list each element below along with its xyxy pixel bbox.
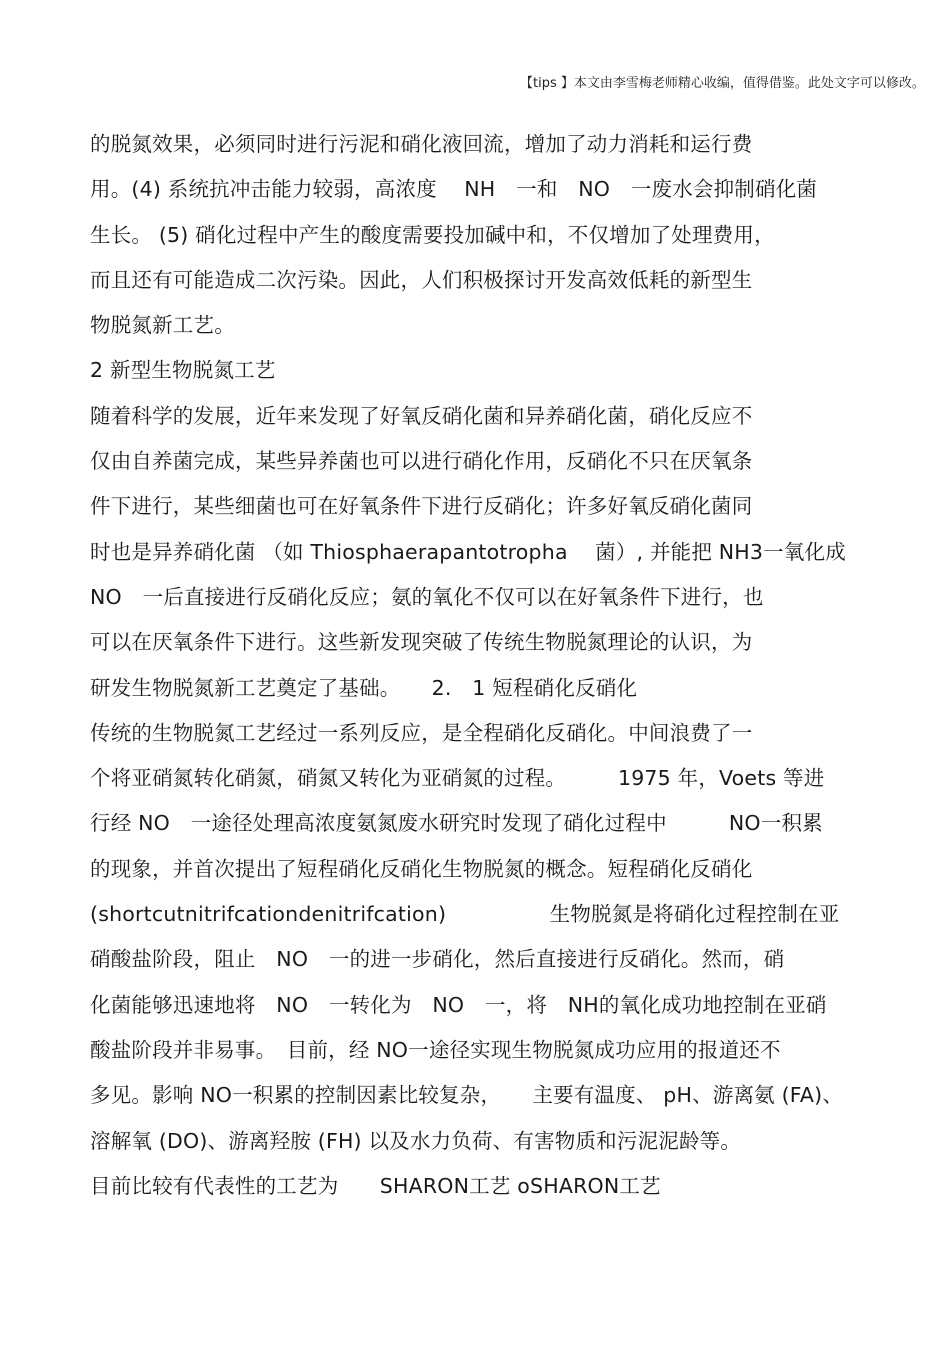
text-line: 仅由自养菌完成，某些异养菌也可以进行硝化作用，反硝化不只在厌氧条	[90, 449, 753, 474]
text-line: 生长。 (5) 硝化过程中产生的酸度需要投加碱中和，不仅增加了处理费用，	[90, 222, 775, 247]
text-line: 而且还有可能造成二次污染。因此，人们积极探讨开发高效低耗的新型生	[90, 267, 753, 292]
text-line: 研发生物脱氮新工艺奠定了基础。 2. 1 短程硝化反硝化	[90, 675, 638, 700]
text-line: 硝酸盐阶段，阻止 NO 一的进一步硝化，然后直接进行反硝化。然而，硝	[90, 947, 785, 972]
section-heading: 2 新型生物脱氮工艺	[90, 358, 276, 383]
text-line: 行经 NO 一途径处理高浓度氨氮废水研究时发现了硝化过程中 NO一积累	[90, 811, 823, 836]
text-line: 物脱氮新工艺。	[90, 313, 235, 338]
text-line: 的现象，并首次提出了短程硝化反硝化生物脱氮的概念。短程硝化反硝化	[90, 856, 753, 881]
text-line: 件下进行，某些细菌也可在好氧条件下进行反硝化；许多好氧反硝化菌同	[90, 494, 753, 519]
document-body	[90, 122, 890, 1209]
text-line: 的脱氮效果，必须同时进行污泥和硝化液回流，增加了动力消耗和运行费	[90, 132, 753, 156]
text-line: 目前比较有代表性的工艺为 SHARON工艺 oSHARON工艺	[90, 1173, 661, 1198]
text-line: 酸盐阶段并非易事。 目前，经 NO一途径实现生物脱氮成功应用的报道还不	[90, 1037, 781, 1062]
text-line: 溶解氧 (DO)、游离羟胺 (FH) 以及水力负荷、有害物质和污泥泥龄等。	[90, 1128, 742, 1153]
text-line: 可以在厌氧条件下进行。这些新发现突破了传统生物脱氮理论的认识，为	[90, 630, 753, 655]
text-line: 随着科学的发展，近年来发现了好氧反硝化菌和异养硝化菌，硝化反应不	[90, 403, 753, 428]
text-line: (shortcutnitrifcationdenitrifcation) 生物脱氮是将硝化过程控制在亚	[90, 902, 840, 927]
text-line: 多见。影响 NO一积累的控制因素比较复杂， 主要有温度、 pH、游离氨 (FA)、	[90, 1083, 844, 1108]
text-line: 化菌能够迅速地将 NO 一转化为 NO 一，将 NH的氧化成功地控制在亚硝	[90, 992, 827, 1017]
header-tips-note: 【tips 】本文由李雪梅老师精心收编，值得借鉴。此处文字可以修改。	[520, 76, 925, 91]
text-line: 时也是异养硝化菌 （如 Thiosphaerapantotropha 菌）, 并能把 NH3一氧化成	[90, 539, 846, 564]
text-line: 个将亚硝氮转化硝氮，硝氮又转化为亚硝氮的过程。 1975 年，Voets 等进	[90, 766, 825, 791]
text-line: 传统的生物脱氮工艺经过一系列反应，是全程硝化反硝化。中间浪费了一	[90, 720, 753, 745]
text-line: 用。(4) 系统抗冲击能力较弱，高浓度 NH 一和 NO 一废水会抑制硝化菌	[90, 177, 818, 202]
text-line: NO 一后直接进行反硝化反应；氨的氧化不仅可以在好氧条件下进行，也	[90, 584, 764, 609]
